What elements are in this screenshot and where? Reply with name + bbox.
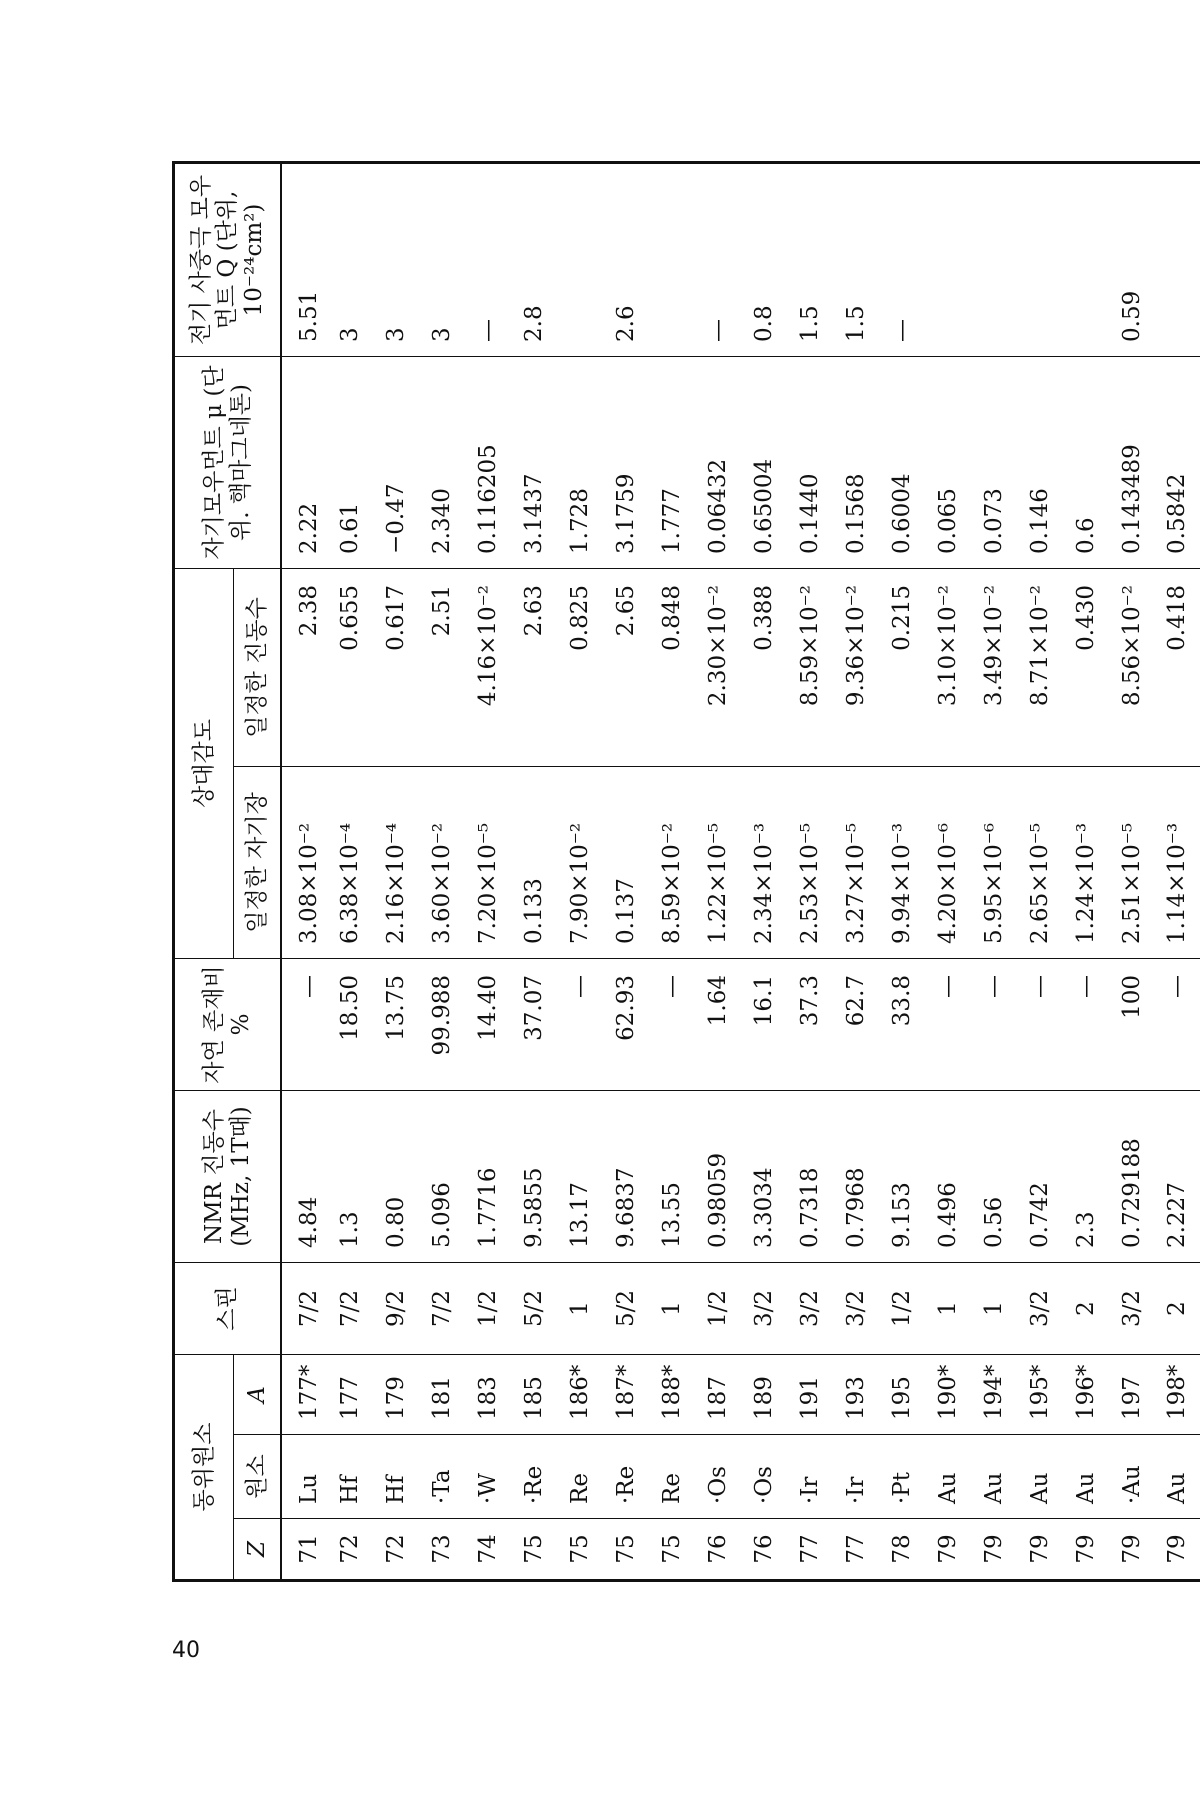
cell-sens-freq: 2.38 (281, 568, 327, 766)
cell-a: 189 (741, 1354, 787, 1434)
cell-element: Hf (327, 1435, 373, 1519)
cell-mu: 1.728 (557, 356, 603, 568)
cell-spin: 3/2 (787, 1262, 833, 1354)
cell-nmr: 0.80 (373, 1090, 419, 1262)
cell-spin: 1/2 (695, 1262, 741, 1354)
cell-element: Au (971, 1435, 1017, 1519)
cell-q: — (695, 162, 741, 356)
cell-a: 183 (465, 1354, 511, 1434)
cell-z: 75 (613, 1534, 639, 1564)
cell-element: Au (1063, 1435, 1109, 1519)
cell-nmr: 4.84 (281, 1090, 327, 1262)
cell-sens-freq: 0.430 (1063, 568, 1109, 766)
cell-sens-field: 1.14×10⁻³ (1155, 766, 1200, 958)
cell-sens-field: 1.24×10⁻³ (1063, 766, 1109, 958)
cell-mu: 0.6004 (879, 356, 925, 568)
cell-a: 196* (1063, 1354, 1109, 1434)
cell-nmr: 9.153 (879, 1090, 925, 1262)
cell-element: ·Au (1109, 1435, 1155, 1519)
cell-abundance: — (1017, 958, 1063, 1090)
cell-q: 3 (419, 162, 465, 356)
cell-z: 72 (383, 1534, 409, 1564)
cell-abundance: — (1063, 958, 1109, 1090)
cell-a: 194* (971, 1354, 1017, 1434)
cell-element: Au (1017, 1435, 1063, 1519)
cell-abundance: 62.93 (603, 958, 649, 1090)
cell-spin: 3/2 (833, 1262, 879, 1354)
cell-q: — (879, 162, 925, 356)
cell-q (557, 162, 603, 356)
cell-mu: 0.6 (1063, 356, 1109, 568)
cell-element: Re (649, 1435, 695, 1519)
cell-sens-field: 5.95×10⁻⁶ (971, 766, 1017, 958)
cell-a: 187* (603, 1354, 649, 1434)
cell-spin: 7/2 (419, 1262, 465, 1354)
cell-spin: 1 (971, 1262, 1017, 1354)
cell-sens-freq: 0.617 (373, 568, 419, 766)
cell-z: 72 (337, 1534, 363, 1564)
cell-nmr: 3.3034 (741, 1090, 787, 1262)
cell-sens-freq: 8.71×10⁻² (1017, 568, 1063, 766)
cell-sens-field: 3.27×10⁻⁵ (833, 766, 879, 958)
cell-a: 181 (419, 1354, 465, 1434)
cell-q (971, 162, 1017, 356)
cell-spin: 5/2 (511, 1262, 557, 1354)
cell-nmr: 0.729188 (1109, 1090, 1155, 1262)
cell-z: 79 (1164, 1534, 1191, 1564)
cell-nmr: 13.17 (557, 1090, 603, 1262)
cell-sens-field: 2.53×10⁻⁵ (787, 766, 833, 958)
cell-spin: 2 (1155, 1262, 1200, 1354)
cell-element: ·Pt (879, 1435, 925, 1519)
cell-q: 2.8 (511, 162, 557, 356)
cell-element: Au (925, 1435, 971, 1519)
cell-spin: 5/2 (603, 1262, 649, 1354)
cell-nmr: 0.7318 (787, 1090, 833, 1262)
cell-abundance: 37.3 (787, 958, 833, 1090)
cell-element: Hf (373, 1435, 419, 1519)
cell-nmr: 1.7716 (465, 1090, 511, 1262)
cell-abundance: 1.64 (695, 958, 741, 1090)
header-z: Z (234, 1519, 282, 1581)
cell-abundance: 99.988 (419, 958, 465, 1090)
cell-sens-freq: 2.63 (511, 568, 557, 766)
table-row (1017, 162, 1063, 1580)
cell-element: Lu (281, 1435, 327, 1519)
cell-q: 1.5 (833, 162, 879, 356)
cell-a: 186* (557, 1354, 603, 1434)
cell-q (925, 162, 971, 356)
cell-spin: 7/2 (281, 1262, 327, 1354)
cell-q (1063, 162, 1109, 356)
cell-sens-field: 2.51×10⁻⁵ (1109, 766, 1155, 958)
cell-mu: 2.22 (281, 356, 327, 568)
cell-mu: 0.06432 (695, 356, 741, 568)
table-row (695, 162, 741, 1580)
cell-q: 3 (327, 162, 373, 356)
cell-z: 75 (659, 1534, 685, 1564)
cell-q: 0.59 (1109, 162, 1155, 356)
table-row (419, 162, 465, 1580)
cell-abundance: 14.40 (465, 958, 511, 1090)
cell-spin: 2 (1063, 1262, 1109, 1354)
cell-abundance: 33.8 (879, 958, 925, 1090)
cell-abundance: 13.75 (373, 958, 419, 1090)
table-row (373, 162, 419, 1580)
cell-abundance: — (925, 958, 971, 1090)
cell-sens-field: 3.60×10⁻² (419, 766, 465, 958)
cell-mu: 0.146 (1017, 356, 1063, 568)
table-row (557, 162, 603, 1580)
header-natural-abundance: 자연 존재비 % (174, 958, 282, 1090)
cell-z: 76 (751, 1534, 777, 1564)
cell-sens-freq: 0.655 (327, 568, 373, 766)
cell-z: 78 (889, 1534, 915, 1564)
cell-mu: 3.1759 (603, 356, 649, 568)
cell-nmr: 0.742 (1017, 1090, 1063, 1262)
header-nmr-frequency: NMR 진동수 (MHz, 1T때) (174, 1090, 282, 1262)
cell-z: 79 (1073, 1534, 1099, 1564)
cell-nmr: 5.096 (419, 1090, 465, 1262)
cell-sens-freq: 8.56×10⁻² (1109, 568, 1155, 766)
cell-sens-freq: 0.215 (879, 568, 925, 766)
table-row (971, 162, 1017, 1580)
cell-mu: 0.65004 (741, 356, 787, 568)
cell-spin: 1 (925, 1262, 971, 1354)
cell-element: ·Ir (787, 1435, 833, 1519)
cell-nmr: 2.3 (1063, 1090, 1109, 1262)
cell-spin: 3/2 (1109, 1262, 1155, 1354)
cell-sens-field: 4.20×10⁻⁶ (925, 766, 971, 958)
cell-sens-field: 9.94×10⁻³ (879, 766, 925, 958)
cell-element: Re (557, 1435, 603, 1519)
cell-abundance: 62.7 (833, 958, 879, 1090)
cell-sens-freq: 4.16×10⁻² (465, 568, 511, 766)
cell-mu: 0.1440 (787, 356, 833, 568)
cell-mu: 3.1437 (511, 356, 557, 568)
page-number: 40 (172, 1638, 200, 1663)
cell-abundance: 37.07 (511, 958, 557, 1090)
cell-q: 0.8 (741, 162, 787, 356)
table-row (603, 162, 649, 1580)
cell-a: 179 (373, 1354, 419, 1434)
cell-z: 73 (429, 1534, 455, 1564)
cell-mu: 1.777 (649, 356, 695, 568)
cell-nmr: 0.496 (925, 1090, 971, 1262)
cell-sens-freq: 3.49×10⁻² (971, 568, 1017, 766)
cell-a: 190* (925, 1354, 971, 1434)
cell-sens-freq: 0.418 (1155, 568, 1200, 766)
cell-element: ·Os (741, 1435, 787, 1519)
cell-z: 79 (935, 1534, 961, 1564)
header-relative-sensitivity: 상대감도 (174, 568, 234, 958)
cell-sens-freq: 3.10×10⁻² (925, 568, 971, 766)
cell-q: 1.5 (787, 162, 833, 356)
cell-a: 187 (695, 1354, 741, 1434)
table-row (649, 162, 695, 1580)
cell-sens-field: 8.59×10⁻² (649, 766, 695, 958)
cell-spin: 1 (557, 1262, 603, 1354)
cell-z: 79 (1027, 1534, 1053, 1564)
cell-a: 177 (327, 1354, 373, 1434)
cell-z: 71 (295, 1534, 322, 1564)
cell-sens-freq: 8.59×10⁻² (787, 568, 833, 766)
cell-z: 77 (843, 1534, 869, 1564)
cell-nmr: 0.56 (971, 1090, 1017, 1262)
cell-a: 195 (879, 1354, 925, 1434)
cell-mu: 0.065 (925, 356, 971, 568)
cell-element: ·Re (603, 1435, 649, 1519)
cell-q (1017, 162, 1063, 356)
cell-z: 75 (521, 1534, 547, 1564)
cell-sens-field: 0.137 (603, 766, 649, 958)
cell-abundance: 18.50 (327, 958, 373, 1090)
rotated-table-wrapper (172, 164, 1191, 1582)
cell-mu: 0.116205 (465, 356, 511, 568)
table-body (281, 162, 1200, 1580)
table-row (833, 162, 879, 1580)
cell-sens-freq: 2.65 (603, 568, 649, 766)
table-row (741, 162, 787, 1580)
cell-mu: 0.073 (971, 356, 1017, 568)
cell-sens-freq: 0.825 (557, 568, 603, 766)
table-row (925, 162, 971, 1580)
cell-spin: 1/2 (465, 1262, 511, 1354)
cell-element: ·W (465, 1435, 511, 1519)
cell-q: 3 (373, 162, 419, 356)
cell-nmr: 9.6837 (603, 1090, 649, 1262)
isotope-nmr-table (172, 161, 1200, 1582)
table-row (1155, 162, 1200, 1580)
cell-sens-field: 6.38×10⁻⁴ (327, 766, 373, 958)
cell-sens-field: 1.22×10⁻⁵ (695, 766, 741, 958)
cell-z: 76 (705, 1534, 731, 1564)
header-spin: 스핀 (174, 1262, 282, 1354)
cell-sens-field: 2.34×10⁻³ (741, 766, 787, 958)
cell-nmr: 0.7968 (833, 1090, 879, 1262)
cell-a: 195* (1017, 1354, 1063, 1434)
cell-sens-field: 0.133 (511, 766, 557, 958)
cell-mu: 0.5842 (1155, 356, 1200, 568)
cell-abundance: 16.1 (741, 958, 787, 1090)
table-row (511, 162, 557, 1580)
cell-abundance: — (649, 958, 695, 1090)
cell-element: ·Os (695, 1435, 741, 1519)
cell-abundance: — (281, 958, 327, 1090)
table-row (281, 162, 327, 1580)
cell-element: ·Ta (419, 1435, 465, 1519)
cell-nmr: 2.227 (1155, 1090, 1200, 1262)
header-element: 원소 (234, 1435, 282, 1519)
cell-nmr: 1.3 (327, 1090, 373, 1262)
cell-sens-freq: 9.36×10⁻² (833, 568, 879, 766)
cell-a: 185 (511, 1354, 557, 1434)
cell-mu: 0.1568 (833, 356, 879, 568)
cell-abundance: — (1155, 958, 1200, 1090)
cell-a: 193 (833, 1354, 879, 1434)
cell-q: — (465, 162, 511, 356)
cell-z: 79 (981, 1534, 1007, 1564)
header-mass-number: A (234, 1354, 282, 1434)
cell-sens-freq: 0.848 (649, 568, 695, 766)
table-row (1063, 162, 1109, 1580)
table-row (1109, 162, 1155, 1580)
cell-mu: 2.340 (419, 356, 465, 568)
cell-sens-field: 3.08×10⁻² (281, 766, 327, 958)
cell-mu: 0.61 (327, 356, 373, 568)
header-constant-frequency: 일정한 진동수 (234, 568, 282, 766)
header-isotope: 동위원소 (174, 1354, 234, 1580)
cell-z: 77 (797, 1534, 823, 1564)
cell-sens-freq: 2.30×10⁻² (695, 568, 741, 766)
cell-mu: −0.47 (373, 356, 419, 568)
cell-sens-field: 7.90×10⁻² (557, 766, 603, 958)
cell-nmr: 13.55 (649, 1090, 695, 1262)
table-row (879, 162, 925, 1580)
cell-spin: 9/2 (373, 1262, 419, 1354)
cell-a: 177* (281, 1354, 327, 1434)
cell-spin: 3/2 (741, 1262, 787, 1354)
cell-z: 74 (475, 1534, 501, 1564)
cell-sens-field: 2.65×10⁻⁵ (1017, 766, 1063, 958)
cell-q: 5.51 (281, 162, 327, 356)
cell-sens-field: 7.20×10⁻⁵ (465, 766, 511, 958)
cell-q (649, 162, 695, 356)
cell-mu: 0.143489 (1109, 356, 1155, 568)
cell-spin: 7/2 (327, 1262, 373, 1354)
table-row (327, 162, 373, 1580)
cell-nmr: 9.5855 (511, 1090, 557, 1262)
cell-abundance: — (971, 958, 1017, 1090)
cell-q (1155, 162, 1200, 356)
cell-spin: 3/2 (1017, 1262, 1063, 1354)
table-row (465, 162, 511, 1580)
cell-a: 198* (1155, 1354, 1200, 1434)
cell-sens-freq: 0.388 (741, 568, 787, 766)
cell-element: Au (1155, 1435, 1200, 1519)
cell-sens-field: 2.16×10⁻⁴ (373, 766, 419, 958)
header-magnetic-moment: 자기모우먼트 μ (단위. 핵마그네톤) (174, 356, 282, 568)
cell-abundance: 100 (1109, 958, 1155, 1090)
cell-a: 197 (1109, 1354, 1155, 1434)
cell-a: 191 (787, 1354, 833, 1434)
cell-abundance: — (557, 958, 603, 1090)
cell-z: 75 (567, 1534, 593, 1564)
cell-nmr: 0.98059 (695, 1090, 741, 1262)
cell-q: 2.6 (603, 162, 649, 356)
cell-sens-freq: 2.51 (419, 568, 465, 766)
header-constant-field: 일정한 자기장 (234, 766, 282, 958)
table-row (787, 162, 833, 1580)
cell-z: 79 (1119, 1534, 1145, 1564)
cell-element: ·Re (511, 1435, 557, 1519)
cell-spin: 1/2 (879, 1262, 925, 1354)
header-quadrupole-moment: 전기 사중극 모우먼트 Q (단위, 10⁻²⁴cm²) (174, 162, 282, 356)
cell-spin: 1 (649, 1262, 695, 1354)
cell-a: 188* (649, 1354, 695, 1434)
cell-element: ·Ir (833, 1435, 879, 1519)
